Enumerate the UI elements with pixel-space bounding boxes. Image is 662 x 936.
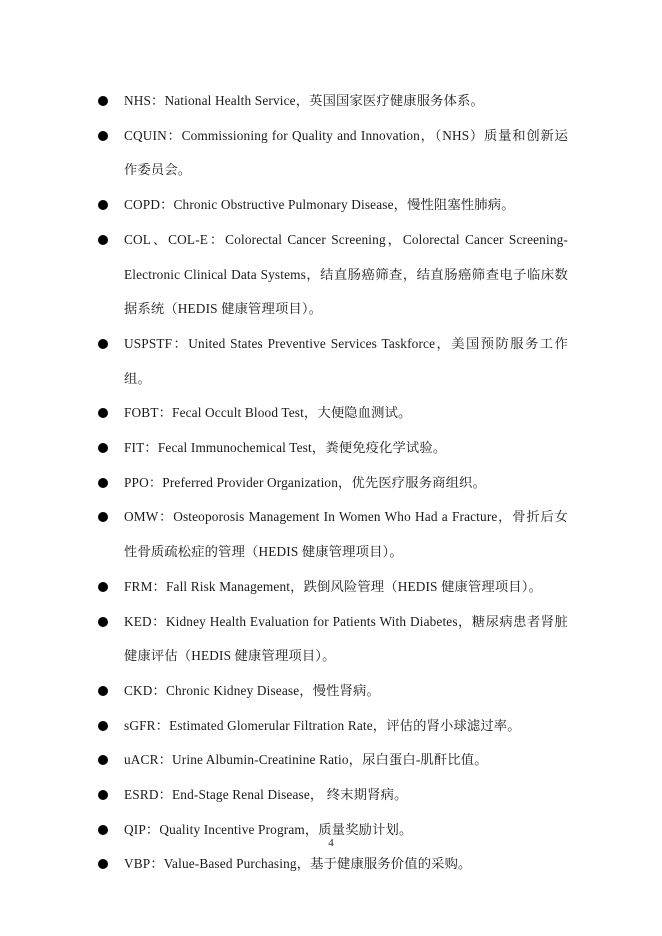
abbreviation-list — [98, 84, 568, 882]
bullet-icon — [98, 339, 108, 349]
list-item — [98, 605, 568, 674]
list-item — [98, 674, 568, 709]
list-item — [98, 709, 568, 744]
bullet-icon — [98, 96, 108, 106]
list-item — [98, 188, 568, 223]
entry-text: KED：Kidney Health Evaluation for Patients With Diabetes，糖尿病患者肾脏健康评估（HEDIS 健康管理项目）。 — [124, 613, 568, 664]
bullet-icon — [98, 790, 108, 800]
entry-text: ESRD：End-Stage Renal Disease， 终末期肾病。 — [124, 787, 408, 803]
list-item — [98, 778, 568, 813]
list-item — [98, 743, 568, 778]
list-item — [98, 84, 568, 119]
list-item — [98, 500, 568, 569]
bullet-icon — [98, 478, 108, 488]
entry-text: OMW：Osteoporosis Management In Women Who Had a Fracture，骨折后女性骨质疏松症的管理（HEDIS 健康管理项目）。 — [124, 509, 568, 560]
entry-text: COL、COL-E：Colorectal Cancer Screening，Colorectal Cancer Screening-Electronic Clinical Data Systems，结直肠癌筛查，结直肠癌筛查电子临床数据系统（HEDIS 健康管理项目）。 — [124, 231, 568, 317]
entry-text: USPSTF：United States Preventive Services Taskforce，美国预防服务工作组。 — [124, 335, 568, 386]
entry-text: sGFR：Estimated Glomerular Filtration Rate，评估的肾小球滤过率。 — [124, 717, 521, 733]
entry-text: COPD：Chronic Obstructive Pulmonary Disease，慢性阻塞性肺病。 — [124, 197, 515, 213]
entry-text: PPO：Preferred Provider Organization，优先医疗服务商组织。 — [124, 474, 486, 490]
bullet-icon — [98, 859, 108, 869]
entry-text: VBP：Value-Based Purchasing，基于健康服务价值的采购。 — [124, 856, 472, 872]
list-item — [98, 396, 568, 431]
list-item — [98, 223, 568, 327]
entry-text: CQUIN：Commissioning for Quality and Innovation，（NHS）质量和创新运作委员会。 — [124, 127, 568, 178]
bullet-icon — [98, 408, 108, 418]
bullet-icon — [98, 200, 108, 210]
list-item — [98, 119, 568, 188]
list-item — [98, 847, 568, 882]
list-item — [98, 570, 568, 605]
entry-text: FIT：Fecal Immunochemical Test，粪便免疫化学试验。 — [124, 440, 447, 456]
bullet-icon — [98, 443, 108, 453]
bullet-icon — [98, 582, 108, 592]
entry-text: QIP：Quality Incentive Program，质量奖励计划。 — [124, 821, 413, 837]
entry-text: CKD：Chronic Kidney Disease，慢性肾病。 — [124, 682, 380, 698]
bullet-icon — [98, 235, 108, 245]
bullet-icon — [98, 755, 108, 765]
entry-text: uACR：Urine Albumin-Creatinine Ratio，尿白蛋白-肌酐比值。 — [124, 752, 488, 768]
bullet-icon — [98, 686, 108, 696]
entry-text: FRM：Fall Risk Management，跌倒风险管理（HEDIS 健康管理项目）。 — [124, 578, 542, 594]
bullet-icon — [98, 825, 108, 835]
list-item — [98, 466, 568, 501]
entry-text: NHS：National Health Service，英国国家医疗健康服务体系。 — [124, 93, 484, 108]
bullet-icon — [98, 617, 108, 627]
bullet-icon — [98, 512, 108, 522]
page-number: 4 — [328, 837, 334, 849]
bullet-icon — [98, 721, 108, 731]
list-item — [98, 431, 568, 466]
entry-text: FOBT：Fecal Occult Blood Test，大便隐血测试。 — [124, 405, 412, 421]
bullet-icon — [98, 131, 108, 141]
list-item — [98, 327, 568, 396]
